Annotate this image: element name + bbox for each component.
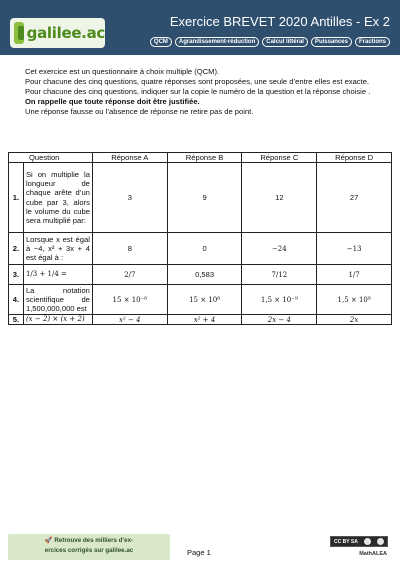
table-row [9,233,392,265]
answer-c: 1,5 × 10⁻⁹ [242,285,317,315]
answer-b: 0 [167,233,242,265]
answer-b: 0,583 [167,265,242,285]
page-header [0,0,400,55]
question-number: 2. [9,233,24,265]
answer-a: 15 × 10⁻⁸ [92,285,167,315]
intro-line-2: Pour chacune des cinq questions, quatre réponses sont proposées, une seule d’entre elles est exacte. [25,76,370,86]
rocket-icon: 🚀 [44,537,55,544]
exercise-title: Exercice BREVET 2020 Antilles - Ex 2 [169,14,390,29]
page-number: Page 1 [187,548,211,557]
answer-b: 15 × 10⁸ [167,285,242,315]
header-reponse-d: Réponse D [317,153,392,163]
answer-c: 2x − 4 [242,315,317,325]
answer-a: 2/7 [92,265,167,285]
answer-d: 1/7 [317,265,392,285]
question-text: (x − 2) × (x + 2) [23,315,92,325]
question-text: Si on multiplie la longueur de chaque arête d’un cube par 3, alors le volume du cube sera multiplié par: [23,163,92,233]
answer-a: 8 [92,233,167,265]
mathalea-credit: MathALEA [359,551,387,557]
question-text: 1/3 + 1/4 = [23,265,92,285]
intro-line-3: Pour chacune des cinq questions, indiquer sur la copie le numéro de la question et la réponse choisie . [25,86,371,96]
answer-d: 27 [317,163,392,233]
question-number: 1. [9,163,24,233]
question-number: 5. [9,315,24,325]
tag-calcul-litteral[interactable]: Calcul littéral [262,37,308,47]
header-reponse-c: Réponse C [242,153,317,163]
question-text: Lorsque x est égal à −4, x² + 3x + 4 est égal à : [23,233,92,265]
cc-by-icon [364,538,371,545]
intro-line-4: On rappelle que toute réponse doit être justifiée. [25,96,200,106]
promo-banner[interactable] [8,534,170,560]
galilee-logo-icon [14,22,24,44]
galilee-logo[interactable] [10,18,105,48]
answer-c: 12 [242,163,317,233]
cc-sa-icon [377,538,384,545]
answer-b: x² + 4 [167,315,242,325]
question-number: 3. [9,265,24,285]
answer-d: 2x [317,315,392,325]
tag-puissances[interactable]: Puissances [311,37,352,47]
table-row [9,285,392,315]
answer-d: −13 [317,233,392,265]
tag-agrandissement[interactable]: Agrandissement-réduction [175,37,259,47]
header-reponse-b: Réponse B [167,153,242,163]
promo-line-1: 🚀 Retrouve des milliers d’ex- [44,537,134,544]
header-question: Question [9,153,93,163]
answer-c: −24 [242,233,317,265]
intro-line-5: Une réponse fausse ou l’absence de réponse ne retire pas de point. [25,106,254,116]
tag-fractions[interactable]: Fractions [355,37,390,47]
qcm-table [8,152,392,325]
question-number: 4. [9,285,24,315]
tag-qcm[interactable]: QCM [150,37,172,47]
question-text: La notation scientifique de 1,500,000,000 est [23,285,92,315]
cc-label: CC BY SA [334,538,358,545]
answer-a: 3 [92,163,167,233]
table-row [9,315,392,325]
answer-b: 9 [167,163,242,233]
answer-d: 1,5 × 10⁹ [317,285,392,315]
table-row [9,163,392,233]
intro-line-1: Cet exercice est un questionnaire à choix multiple (QCM). [25,67,220,76]
instructions [25,67,395,117]
logo-text: galilee.ac [26,24,105,42]
cc-license-badge [330,536,388,547]
table-row [9,265,392,285]
table-header-row [9,153,392,163]
tag-list [150,37,390,47]
answer-a: x² − 4 [92,315,167,325]
answer-c: 7/12 [242,265,317,285]
promo-line-2: ercices corrigés sur galilee.ac [44,546,134,554]
header-reponse-a: Réponse A [92,153,167,163]
